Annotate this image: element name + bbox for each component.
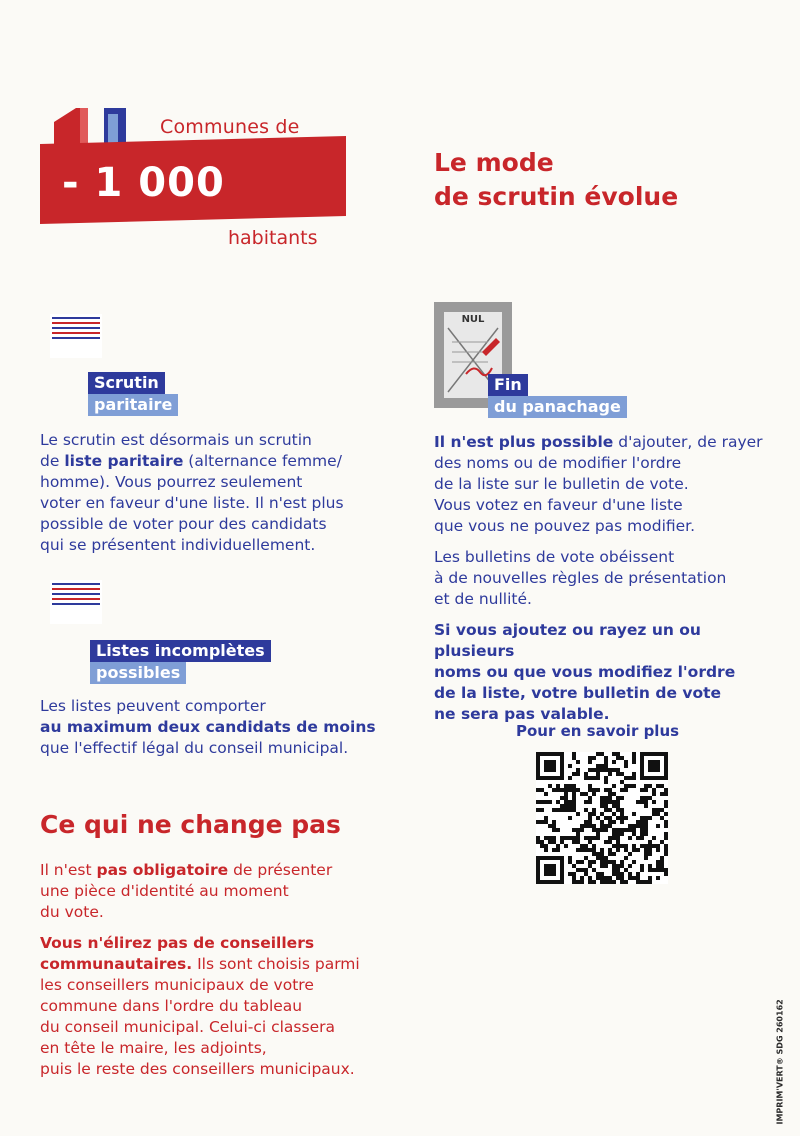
label-line-1: Listes incomplètes	[90, 640, 271, 662]
bold-fragment: pas obligatoire	[96, 861, 229, 879]
label-line-1: Fin	[488, 374, 528, 396]
text-fragment: (alternance femme/	[183, 452, 342, 470]
text-line: en tête le maire, les adjoints,	[40, 1039, 267, 1057]
label-line-2: possibles	[90, 662, 186, 684]
credit-text: IMPRIM'VERT® SDG 260162	[775, 999, 785, 1125]
text-fragment: Ils sont choisis parmi	[192, 955, 360, 973]
imprim-vert-credit	[770, 999, 792, 1130]
listes-incompletes-text	[40, 696, 400, 759]
fin-panachage-label	[488, 374, 627, 418]
text-line: et de nullité.	[434, 590, 532, 608]
label-line-1: Scrutin	[88, 372, 165, 394]
title-line-1: Le mode	[434, 148, 554, 177]
text-line: une pièce d'identité au moment	[40, 882, 289, 900]
text-line: à de nouvelles règles de présentation	[434, 569, 727, 587]
bold-line: Si vous ajoutez ou rayez un ou plusieurs	[434, 621, 701, 660]
bold-fragment: Il n'est plus possible	[434, 433, 614, 451]
text-line: des noms ou de modifier l'ordre	[434, 454, 682, 472]
text-line: que l'effectif légal du conseil municipal.	[40, 739, 349, 757]
text-line	[40, 860, 400, 881]
text-fragment: d'ajouter, de rayer	[613, 433, 763, 451]
text-line: possible de voter pour des candidats	[40, 515, 327, 533]
habitants-label: habitants	[228, 227, 318, 249]
page-title	[434, 146, 678, 214]
text-line: que vous ne pouvez pas modifier.	[434, 517, 696, 535]
bold-line: au maximum deux candidats de moins	[40, 718, 376, 736]
fin-panachage-text	[434, 432, 784, 725]
text-line: Le scrutin est désormais un scrutin	[40, 431, 312, 449]
listes-incompletes-label	[90, 640, 271, 684]
text-line: les conseillers municipaux de votre	[40, 976, 314, 994]
text-line: Les listes peuvent comporter	[40, 697, 266, 715]
text-line: de la liste sur le bulletin de vote.	[434, 475, 689, 493]
text-fragment: de présenter	[228, 861, 333, 879]
list-lines-icon	[50, 314, 102, 358]
bold-fragment: liste paritaire	[64, 452, 184, 470]
text-line: Vous votez en faveur d'une liste	[434, 496, 683, 514]
text-line: du vote.	[40, 903, 104, 921]
nul-text: NUL	[461, 314, 485, 325]
list-lines-icon	[50, 580, 102, 624]
bold-line: noms ou que vous modifiez l'ordre	[434, 663, 736, 681]
population-number: - 1 000	[62, 160, 225, 206]
label-line-2: du panachage	[488, 396, 627, 418]
bold-line: de la liste, votre bulletin de vote	[434, 684, 722, 702]
text-fragment: de	[40, 452, 65, 470]
scrutin-paritaire-text	[40, 430, 380, 556]
text-line: commune dans l'ordre du tableau	[40, 997, 303, 1015]
text-line: du conseil municipal. Celui-ci classera	[40, 1018, 335, 1036]
bold-line: ne sera pas valable.	[434, 705, 610, 723]
scrutin-paritaire-label	[88, 372, 178, 416]
title-line-2: de scrutin évolue	[434, 182, 679, 211]
section-title-ce-qui-ne-change-pas: Ce qui ne change pas	[40, 810, 341, 839]
qr-code-icon[interactable]	[536, 752, 668, 884]
ce-qui-ne-change-pas-text	[40, 860, 400, 1080]
text-fragment: Il n'est	[40, 861, 97, 879]
text-line: qui se présentent individuellement.	[40, 536, 316, 554]
text-line	[434, 432, 784, 453]
text-line: homme). Vous pourrez seulement	[40, 473, 303, 491]
label-line-2: paritaire	[88, 394, 178, 416]
text-line: voter en faveur d'une liste. Il n'est plus	[40, 494, 344, 512]
text-line	[40, 451, 380, 472]
bold-fragment: communautaires.	[40, 955, 193, 973]
communes-de-label: Communes de	[160, 116, 300, 138]
text-line: puis le reste des conseillers municipaux.	[40, 1060, 355, 1078]
bold-line: Vous n'élirez pas de conseillers	[40, 934, 315, 952]
logo-house-icon	[46, 104, 136, 144]
text-line: Les bulletins de vote obéissent	[434, 548, 675, 566]
savoir-plus-label: Pour en savoir plus	[516, 722, 680, 740]
text-line	[40, 954, 400, 975]
